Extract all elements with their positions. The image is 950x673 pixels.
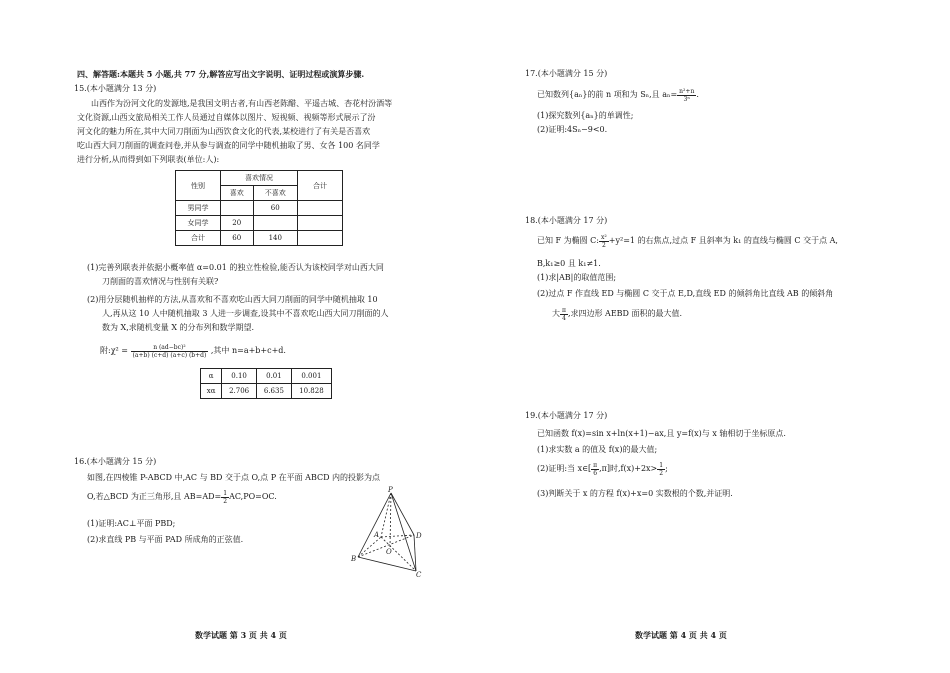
q16-line2 bbox=[87, 488, 277, 506]
table-cell: 140 bbox=[253, 231, 298, 246]
q18-part2: (2)过点 F 作直线 ED 与椭圆 C 交于点 E,D,直线 ED 的倾斜角比直线 AB 的倾斜角 bbox=[537, 289, 834, 298]
table-cell: 10.828 bbox=[291, 384, 331, 399]
q17-fraction bbox=[677, 88, 696, 103]
q18-line2: B,k₁≥0 且 k₁≠1. bbox=[537, 259, 601, 268]
section-heading: 四、解答题:本题共 5 小题,共 77 分,解答应写出文字说明、证明过程或演算步骤. bbox=[77, 69, 365, 79]
table-cell: 合计 bbox=[176, 231, 221, 246]
label-C: C bbox=[416, 571, 422, 577]
q15-para-line: 吃山西大同刀削面的调查问卷,并从参与调查的同学中随机抽取了男、女各 100 名同学 bbox=[77, 141, 380, 150]
table-cell bbox=[221, 201, 254, 216]
table-head-like: 喜欢情况 bbox=[221, 171, 298, 186]
table-cell: 0.01 bbox=[257, 369, 292, 384]
formula-suffix: ,其中 n=a+b+c+d. bbox=[210, 346, 286, 355]
q18-part2b-b: ,求四边形 AEBD 面积的最大值. bbox=[567, 309, 683, 318]
table-row bbox=[176, 231, 343, 246]
label-A: A bbox=[374, 531, 380, 539]
table-cell bbox=[253, 216, 298, 231]
table-cell bbox=[298, 216, 343, 231]
label-P: P bbox=[388, 486, 393, 494]
q15-para-line: 山西作为汾河文化的发源地,是我国文明古者,有山西老陈醋、平遥古城、杏花村汾酒等 bbox=[91, 99, 393, 108]
frac-num: x² bbox=[601, 233, 607, 241]
q15-para-line: 河文化的魅力所在,其中大同刀削面为山西饮食文化的代表,某校进行了有关是否喜欢 bbox=[77, 127, 371, 136]
frac-num: 1 bbox=[659, 461, 664, 469]
formula-numerator: n (ad−bc)² bbox=[131, 344, 209, 352]
q16-fraction bbox=[221, 490, 229, 505]
table-cell: 0.001 bbox=[291, 369, 331, 384]
frac-den: 4 bbox=[562, 314, 566, 322]
table-head-like-no: 不喜欢 bbox=[253, 186, 298, 201]
q18-line1 bbox=[537, 232, 838, 250]
q18-fraction bbox=[599, 234, 609, 249]
q19-part3: (3)判断关于 x 的方程 f(x)+x=0 实数根的个数,并证明. bbox=[537, 489, 733, 498]
contingency-table bbox=[175, 170, 343, 246]
q15-para-line: 进行分析,从而得到如下列联表(单位:人): bbox=[77, 155, 220, 164]
table-head-total: 合计 bbox=[298, 171, 343, 201]
q15-title: 15.(本小题满分 13 分) bbox=[74, 84, 157, 93]
frac-den: 2 bbox=[601, 241, 606, 249]
table-head-gender: 性别 bbox=[176, 171, 221, 201]
q19-line1: 已知函数 f(x)=sin x+ln(x+1)−ax,且 y=f(x)与 x 轴相切于坐标原点. bbox=[537, 429, 786, 438]
q19-fraction-pi6 bbox=[591, 462, 599, 477]
q16-part1: (1)证明:AC⊥平面 PBD; bbox=[87, 519, 176, 528]
frac-den: 2 bbox=[659, 469, 664, 477]
label-B: B bbox=[351, 555, 357, 563]
q15-para-line: 文化资源,山西文旅局相关工作人员通过自媒体以图片、短视频、视频等形式展示了汾 bbox=[77, 113, 376, 122]
q15-part2-line: 数为 X,求随机变量 X 的分布列和数学期望. bbox=[102, 323, 255, 332]
q17-title: 17.(本小题满分 15 分) bbox=[525, 69, 608, 78]
frac-den: 6 bbox=[593, 469, 598, 477]
footer-page-3: 数学试题 第 3 页 共 4 页 bbox=[195, 630, 287, 640]
frac-num: π bbox=[593, 461, 598, 469]
q18-fraction-pi4 bbox=[560, 307, 568, 322]
table-cell: 2.706 bbox=[222, 384, 257, 399]
formula-denominator: (a+b) (c+d) (a+c) (b+d) bbox=[132, 351, 207, 359]
q18-line1-a: 已知 F 为椭圆 C: bbox=[537, 236, 599, 245]
table-cell bbox=[298, 201, 343, 216]
critical-value-table bbox=[200, 368, 332, 399]
q17-line1 bbox=[537, 86, 699, 104]
q19-part2-b: ,π]时,f(x)+2x> bbox=[599, 464, 658, 473]
q19-part2-a: (2)证明:当 x∈[ bbox=[537, 464, 592, 473]
q16-line1: 如图,在四棱锥 P-ABCD 中,AC 与 BD 交于点 O,点 P 在平面 ABCD 内的投影为点 bbox=[87, 473, 381, 482]
frac-den: 2 bbox=[223, 497, 228, 505]
formula-prefix: 附:χ² = bbox=[100, 346, 128, 355]
q18-part2b bbox=[552, 305, 682, 323]
q17-line1-a: 已知数列{aₙ}的前 n 项和为 Sₙ,且 aₙ= bbox=[537, 90, 678, 99]
table-cell: 20 bbox=[221, 216, 254, 231]
chi-square-formula bbox=[100, 340, 286, 362]
page-4 bbox=[475, 0, 950, 673]
q15-part2-line: 人,再从这 10 人中随机抽取 3 人进一步调查,设其中不喜欢吃山西大同刀削面的人 bbox=[102, 309, 389, 318]
table-cell bbox=[298, 231, 343, 246]
q18-line1-b: +y²=1 的右焦点,过点 F 且斜率为 k₁ 的直线与椭圆 C 交于点 A, bbox=[608, 236, 838, 245]
q19-part2 bbox=[537, 460, 668, 478]
table-row bbox=[176, 201, 343, 216]
q16-line2-b: AC,PO=OC. bbox=[229, 492, 277, 501]
q16-title: 16.(本小题满分 15 分) bbox=[74, 457, 157, 466]
q19-part2-c: ; bbox=[665, 464, 668, 473]
table-row bbox=[201, 384, 332, 399]
frac-num: n²+n bbox=[679, 87, 695, 95]
table-cell: 男同学 bbox=[176, 201, 221, 216]
label-D: D bbox=[416, 532, 422, 540]
q19-title: 19.(本小题满分 17 分) bbox=[525, 411, 608, 420]
q17-part1: (1)探究数列{aₙ}的单调性; bbox=[537, 111, 634, 120]
frac-num: π bbox=[562, 306, 566, 314]
formula-fraction bbox=[131, 344, 209, 359]
table-cell: 60 bbox=[253, 201, 298, 216]
table-cell: 6.635 bbox=[257, 384, 292, 399]
q16-line2-a: O,若△BCD 为正三角形,且 AB=AD= bbox=[87, 492, 222, 501]
label-O: O bbox=[386, 548, 392, 556]
table-row bbox=[201, 369, 332, 384]
q19-fraction-half bbox=[657, 462, 665, 477]
footer-page-4: 数学试题 第 4 页 共 4 页 bbox=[635, 630, 727, 640]
q19-part1: (1)求实数 a 的值及 f(x)的最大值; bbox=[537, 445, 658, 454]
table-cell: xα bbox=[201, 384, 222, 399]
table-row bbox=[176, 216, 343, 231]
q15-part2-line: (2)用分层随机抽样的方法,从喜欢和不喜欢吃山西大同刀削面的同学中随机抽取 10 bbox=[87, 295, 378, 304]
q18-title: 18.(本小题满分 17 分) bbox=[525, 216, 608, 225]
frac-num: 1 bbox=[223, 489, 228, 497]
frac-den: 3ⁿ bbox=[683, 95, 690, 103]
q18-part1: (1)求|AB|的取值范围; bbox=[537, 273, 617, 282]
table-cell: α bbox=[201, 369, 222, 384]
pyramid-figure bbox=[346, 485, 436, 577]
table-cell: 0.10 bbox=[222, 369, 257, 384]
table-cell: 60 bbox=[221, 231, 254, 246]
q17-part2: (2)证明:4Sₙ−9<0. bbox=[537, 125, 608, 134]
q15-part1-line: 刀削面的喜欢情况与性别有关联? bbox=[102, 277, 219, 286]
q16-part2: (2)求直线 PB 与平面 PAD 所成角的正弦值. bbox=[87, 535, 244, 544]
q15-part1-line: (1)完善列联表并依据小概率值 α=0.01 的独立性检验,能否认为该校同学对山西大同 bbox=[87, 263, 384, 272]
q18-part2b-a: 大 bbox=[552, 309, 560, 318]
q17-line1-b: . bbox=[696, 90, 699, 99]
table-head-like-yes: 喜欢 bbox=[221, 186, 254, 201]
table-cell: 女同学 bbox=[176, 216, 221, 231]
